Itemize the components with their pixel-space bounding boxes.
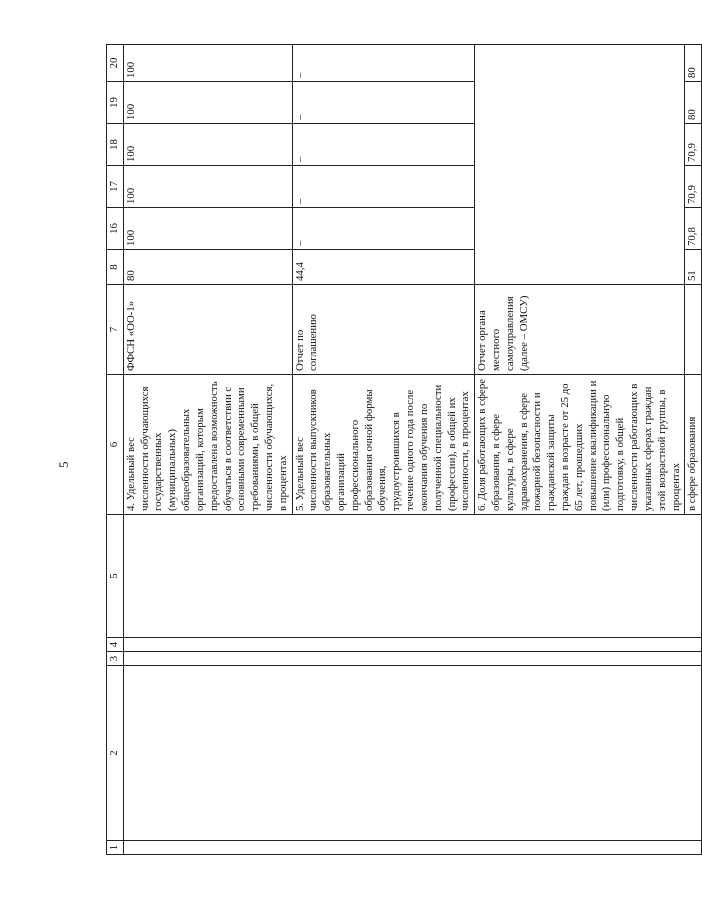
column-number: 8 — [107, 250, 124, 285]
page-number: 5 — [56, 461, 71, 468]
source-cell: Отчет по соглашению — [292, 285, 475, 375]
column-number: 17 — [107, 166, 124, 208]
source-cell — [685, 285, 702, 375]
column-number: 4 — [107, 638, 124, 652]
empty-cell — [123, 515, 701, 638]
column-number: 5 — [107, 515, 124, 638]
empty-cell — [123, 841, 701, 855]
column-number: 16 — [107, 208, 124, 250]
value-cell: 70,9 — [685, 166, 702, 208]
value-cell: 80 — [685, 45, 702, 82]
column-number: 20 — [107, 45, 124, 82]
header-row — [107, 45, 124, 855]
value-cell: 80 — [685, 82, 702, 124]
column-number: 6 — [107, 375, 124, 515]
indicator-cell: 5. Удельный вес численности выпускников образовательных организаций профессионального образования очной формы обучения, трудоустроившихся в течение одного года после окончания обучения по полученной специальности (профессии), в общей их численности, в процентах — [292, 375, 475, 515]
value-cell: 100 — [123, 166, 292, 208]
empty-value-cell — [475, 45, 685, 285]
value-cell: 100 — [123, 124, 292, 166]
value-cell: – — [292, 124, 475, 166]
indicators-table — [106, 44, 702, 855]
indicator-cell: 4. Удельный вес численности обучающихся государственных (муниципальных) общеобразовательных организаций, которым предоставлена возможность обучаться в соответствии с основными современными требованиями, в общей численности обучающихся, в процентах — [123, 375, 292, 515]
empty-cell — [123, 638, 701, 652]
indicator-cell: 6. Доля работающих в сфере образования, в сфере культуры, в сфере здравоохранения, в сфере пожарной безопасности и гражданской защиты граждан в возрасте от 25 до 65 лет, прошедших повышение квалификации и (или) профессиональную подготовку, в общей численности работающих в указанных сферах граждан этой возрастной группы, в процентах — [475, 375, 685, 515]
column-number: 19 — [107, 82, 124, 124]
indicator-cell: в сфере образования — [685, 375, 702, 515]
value-cell: 44,4 — [292, 250, 475, 285]
table-row — [123, 45, 292, 855]
column-number: 1 — [107, 841, 124, 855]
value-cell: 80 — [123, 250, 292, 285]
column-number: 2 — [107, 666, 124, 841]
value-cell: 100 — [123, 45, 292, 82]
column-number: 18 — [107, 124, 124, 166]
source-cell: ФФСН «ОО-1» — [123, 285, 292, 375]
value-cell: – — [292, 208, 475, 250]
column-number: 7 — [107, 285, 124, 375]
rotated-table-sheet — [106, 45, 699, 855]
empty-cell — [123, 652, 701, 666]
value-cell: 100 — [123, 82, 292, 124]
source-cell: Отчет органа местного самоуправления (далее – ОМСУ) — [475, 285, 685, 375]
value-cell: – — [292, 45, 475, 82]
value-cell: 70,8 — [685, 208, 702, 250]
empty-cell — [123, 666, 701, 841]
column-number: 3 — [107, 652, 124, 666]
value-cell: 51 — [685, 250, 702, 285]
value-cell: 100 — [123, 208, 292, 250]
value-cell: 70,9 — [685, 124, 702, 166]
value-cell: – — [292, 166, 475, 208]
value-cell: – — [292, 82, 475, 124]
